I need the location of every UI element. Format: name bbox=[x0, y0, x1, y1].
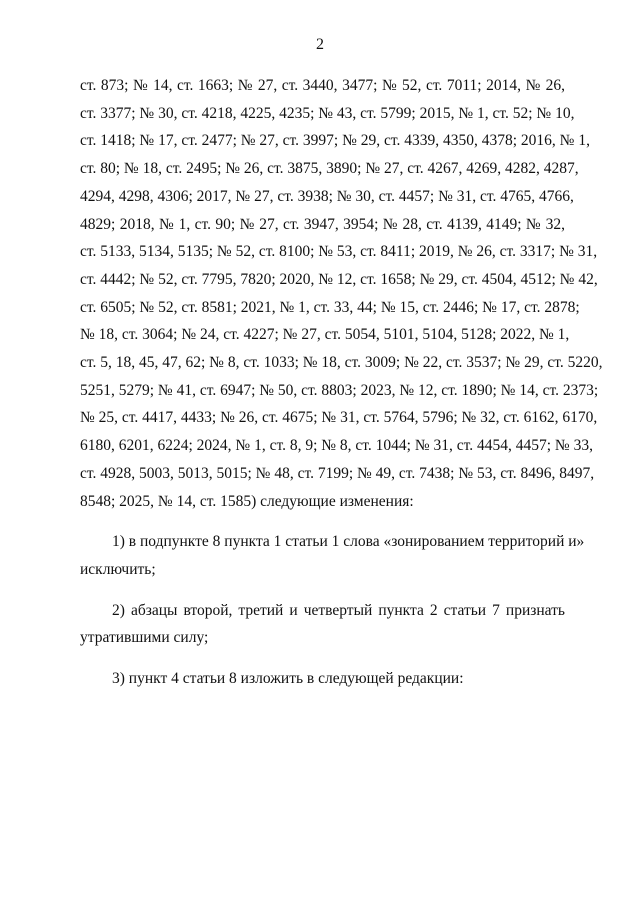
amendment-item-3 bbox=[80, 665, 565, 693]
text-line: ст. 4442; № 52, ст. 7795, 7820; 2020, № 12, ст. 1658; № 29, ст. 4504, 4512; № 42, bbox=[80, 270, 598, 288]
text-line: 1) в подпункте 8 пункта 1 статьи 1 слова «зонированием территорий и» bbox=[112, 533, 585, 551]
amendment-item-2 bbox=[80, 597, 565, 652]
citation-paragraph bbox=[80, 72, 603, 515]
text-line: ст. 4928, 5003, 5013, 5015; № 48, ст. 7199; № 49, ст. 7438; № 53, ст. 8496, 8497, bbox=[80, 464, 595, 482]
text-line: исключить; bbox=[80, 560, 156, 578]
text-line: ст. 5, 18, 45, 47, 62; № 8, ст. 1033; № 18, ст. 3009; № 22, ст. 3537; № 29, ст. 5220, bbox=[80, 354, 603, 372]
text-line: 5251, 5279; № 41, ст. 6947; № 50, ст. 8803; 2023, № 12, ст. 1890; № 14, ст. 2373; bbox=[80, 381, 599, 399]
text-line: № 18, ст. 3064; № 24, ст. 4227; № 27, ст. 5054, 5101, 5104, 5128; 2022, № 1, bbox=[80, 326, 570, 344]
text-line: 3) пункт 4 статьи 8 изложить в следующей редакции: bbox=[112, 670, 464, 688]
text-line: 8548; 2025, № 14, ст. 1585) следующие изменения: bbox=[80, 492, 414, 510]
text-line: 2) абзацы второй, третий и четвертый пункта 2 статьи 7 признать bbox=[112, 601, 565, 619]
text-line: ст. 3377; № 30, ст. 4218, 4225, 4235; № 43, ст. 5799; 2015, № 1, ст. 52; № 10, bbox=[80, 104, 575, 122]
amendment-item-1 bbox=[80, 528, 585, 583]
text-line: утратившими силу; bbox=[80, 629, 209, 647]
text-line: ст. 1418; № 17, ст. 2477; № 27, ст. 3997; № 29, ст. 4339, 4350, 4378; 2016, № 1, bbox=[80, 132, 590, 150]
text-line: 4294, 4298, 4306; 2017, № 27, ст. 3938; № 30, ст. 4457; № 31, ст. 4765, 4766, bbox=[80, 187, 574, 205]
text-line: ст. 6505; № 52, ст. 8581; 2021, № 1, ст. 33, 44; № 15, ст. 2446; № 17, ст. 2878; bbox=[80, 298, 580, 316]
document-body bbox=[80, 72, 603, 693]
text-line: ст. 873; № 14, ст. 1663; № 27, ст. 3440, 3477; № 52, ст. 7011; 2014, № 26, bbox=[80, 77, 565, 94]
text-line: ст. 80; № 18, ст. 2495; № 26, ст. 3875, 3890; № 27, ст. 4267, 4269, 4282, 4287, bbox=[80, 160, 579, 178]
text-line: ст. 5133, 5134, 5135; № 52, ст. 8100; № 53, ст. 8411; 2019, № 26, ст. 3317; № 31, bbox=[80, 243, 598, 261]
text-line: 6180, 6201, 6224; 2024, № 1, ст. 8, 9; № 8, ст. 1044; № 31, ст. 4454, 4457; № 33, bbox=[80, 437, 593, 455]
page-number: 2 bbox=[316, 36, 324, 53]
text-line: № 25, ст. 4417, 4433; № 26, ст. 4675; № 31, ст. 5764, 5796; № 32, ст. 6162, 6170, bbox=[80, 409, 598, 427]
text-line: 4829; 2018, № 1, ст. 90; № 27, ст. 3947, 3954; № 28, ст. 4139, 4149; № 32, bbox=[80, 215, 565, 233]
